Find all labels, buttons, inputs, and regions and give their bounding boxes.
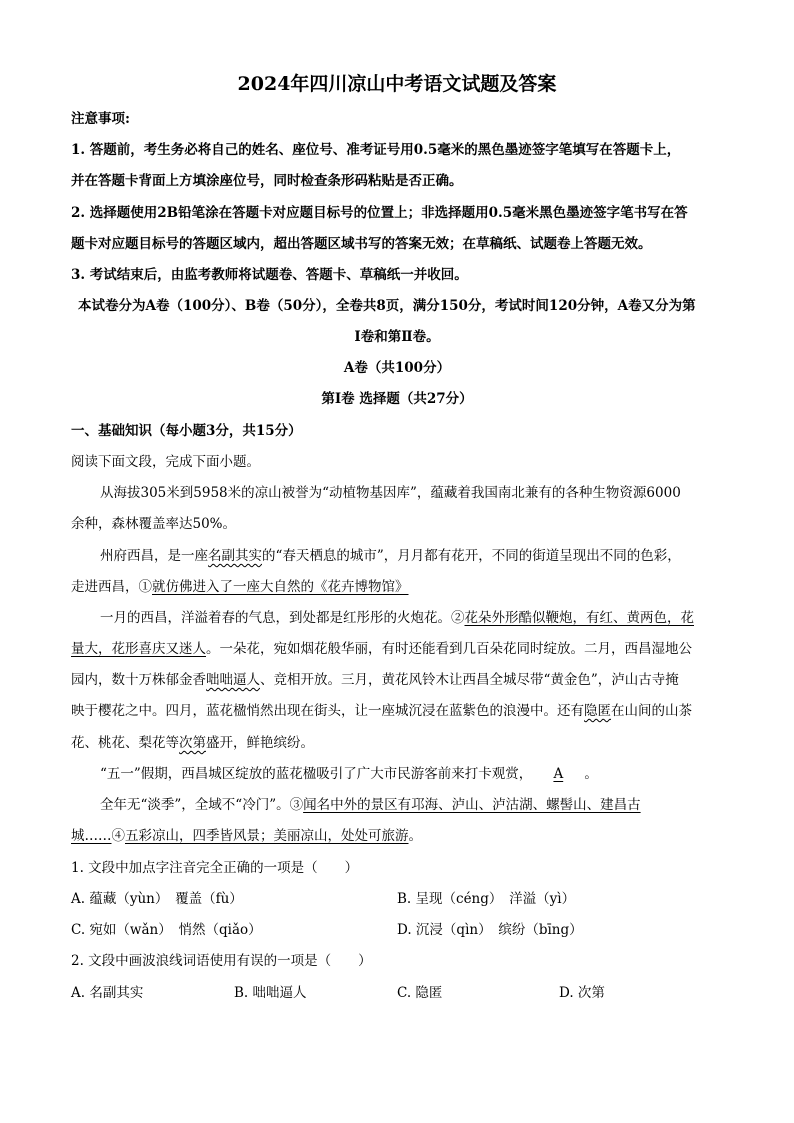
text: 一月的西昌，洋溢着春的气息，到处都是红彤彤的火炮花。② — [100, 610, 465, 626]
underlined-sentence-3a: 闻名中外的景区有邛海、泸山、泸沽湖、螺髻山、建昌古 — [303, 797, 641, 813]
reading-instruction: 阅读下面文段，完成下面小题。 — [71, 454, 260, 470]
question-1-option-b: B. 呈现（céng） 洋溢（yì） — [397, 891, 576, 907]
passage-p5b — [71, 826, 422, 846]
question-1-option-a: A. 蕴藏（yùn） 覆盖（fù） — [71, 891, 243, 907]
text: 盛开，鲜艳缤纷。 — [206, 735, 314, 751]
text: 全年无“淡季”，全域不“冷门”。③ — [100, 797, 304, 813]
notice-item-2b: 题卡对应题目标号的答题区域内，超出答题区域书写的答案无效；在草稿纸、试题卷上答题无效。 — [71, 236, 652, 252]
text: 走进西昌，① — [71, 579, 152, 595]
text: 。 — [584, 766, 598, 782]
passage-p2b — [71, 577, 409, 597]
notice-heading: 注意事项: — [71, 111, 130, 127]
question-2-option-c: C. 隐匿 — [397, 985, 443, 1001]
wavy-term-2: 咄咄逼人 — [206, 672, 260, 688]
passage-p2a — [100, 546, 681, 566]
underlined-sentence-3b: 城…… — [71, 828, 112, 844]
notice-item-3: 3. 考试结束后，由监考教师将试题卷、答题卡、草稿纸一并收回。 — [71, 267, 468, 283]
question-1-option-c: C. 宛如（wǎn） 悄然（qiǎo） — [71, 922, 262, 938]
text: 的“春天栖息的城市”，月月都有花开，不同的街道呈现出不同的色彩， — [262, 548, 681, 564]
passage-p3d — [71, 701, 692, 721]
notice-item-2a: 2. 选择题使用2B铅笔涂在答题卡对应题目标号的位置上；非选择题用0.5毫米黑色墨迹签字笔书写在答 — [71, 205, 688, 221]
exam-info-a: 本试卷分为A卷（100分）、B卷（50分），全卷共8页，满分150分，考试时间120分钟，A卷又分为第 — [78, 298, 696, 314]
part-1-heading: 第Ⅰ卷 选择题（共27分） — [321, 391, 473, 407]
notice-item-1a: 1. 答题前，考生务必将自己的姓名、座位号、准考证号用0.5毫米的黑色墨迹签字笔填写在答题卡上， — [71, 142, 681, 158]
section-1-heading: 一、基础知识（每小题3分，共15分） — [71, 423, 302, 439]
exam-info-b: Ⅰ卷和第Ⅱ卷。 — [354, 329, 440, 345]
text: 园内，数十万株郁金香 — [71, 672, 206, 688]
passage-p3e — [71, 733, 314, 753]
wavy-term-4: 次第 — [179, 735, 206, 751]
passage-p3c — [71, 670, 679, 690]
question-2-stem: 2. 文段中画波浪线词语使用有误的一项是（ ） — [71, 953, 372, 969]
wavy-term-3: 隐匿 — [584, 703, 611, 719]
passage-p4 — [100, 764, 598, 784]
wavy-term-1: 名副其实 — [208, 548, 262, 564]
notice-item-1b: 并在答题卡背面上方填涂座位号，同时检查条形码粘贴是否正确。 — [71, 173, 463, 189]
underlined-sentence-2a: 花朵外形酷似鞭炮，有红、黄两色，花 — [464, 610, 694, 626]
question-1-stem: 1. 文段中加点字注音完全正确的一项是（ ） — [71, 860, 359, 876]
question-2-option-b: B. 咄咄逼人 — [234, 985, 307, 1001]
passage-p1b: 余种，森林覆盖率达50%。 — [71, 516, 237, 532]
text: ④ — [111, 828, 125, 844]
text: 。一朵花，宛如烟花般华丽，有时还能看到几百朵花同时绽放。二月，西昌湿地公 — [206, 641, 692, 657]
question-2-option-d: D. 次第 — [559, 985, 605, 1001]
question-1-option-d: D. 沉浸（qìn） 缤纷（bīng） — [397, 922, 583, 938]
text: 。 — [408, 828, 422, 844]
text: 州府西昌，是一座 — [100, 548, 208, 564]
page-title: 2024年四川凉山中考语文试题及答案 — [237, 73, 557, 95]
passage-p3b — [71, 639, 692, 659]
passage-p1a: 从海拔305米到5958米的凉山被誉为“动植物基因库”，蕴藏着我国南北兼有的各种生物资源6000 — [100, 485, 681, 501]
text: “五一”假期，西昌城区绽放的蓝花楹吸引了广大市民游客前来打卡观赏， — [100, 766, 533, 782]
section-a-heading: A卷（共100分） — [343, 360, 451, 376]
text: 、竞相开放。三月，黄花风铃木让西昌全城尽带“黄金色”，泸山古寺掩 — [260, 672, 679, 688]
passage-p5a — [100, 795, 641, 815]
text: 在山间的山茶 — [611, 703, 692, 719]
text: 映于樱花之中。四月，蓝花楹悄然出现在街头，让一座城沉浸在蓝紫色的浪漫中。还有 — [71, 703, 584, 719]
passage-p3a — [100, 608, 694, 628]
underlined-sentence-2b: 量大，花形喜庆又迷人 — [71, 641, 206, 657]
underlined-sentence-1: 就仿佛进入了一座大自然的《花卉博物馆》 — [152, 579, 409, 595]
underlined-sentence-4: 五彩凉山，四季皆风景；美丽凉山，处处可旅游 — [125, 828, 409, 844]
text: 花、桃花、梨花等 — [71, 735, 179, 751]
question-2-option-a: A. 名副其实 — [71, 985, 144, 1001]
answer-blank-a: A — [553, 766, 564, 782]
